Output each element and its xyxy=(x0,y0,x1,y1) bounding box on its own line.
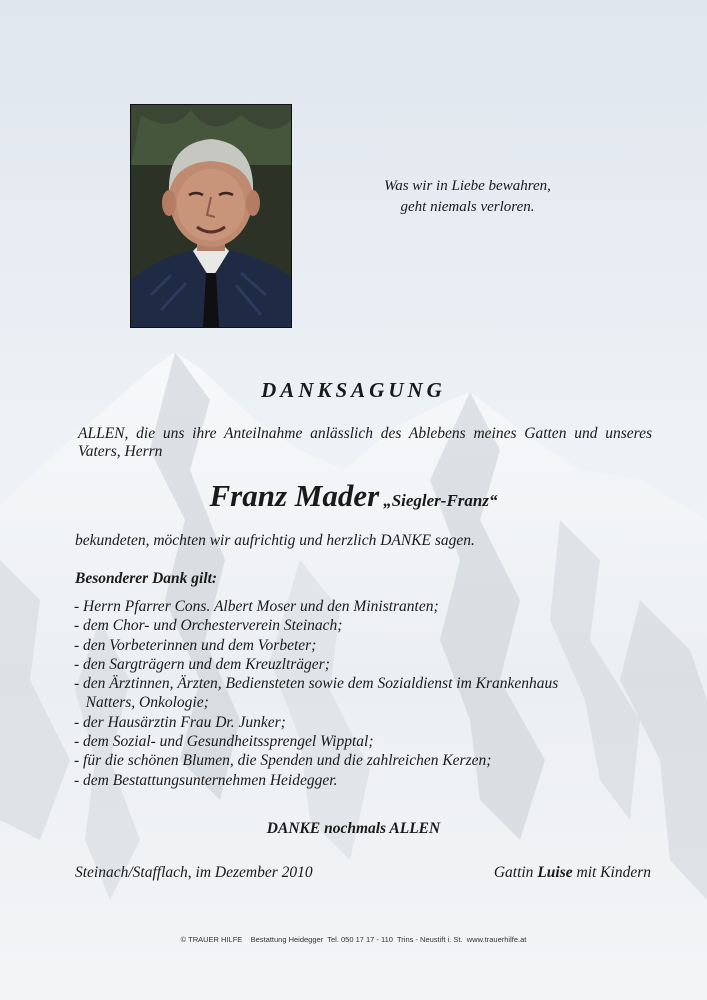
footer-credit: © TRAUER HILFE Bestattung Heidegger Tel. 050 17 17 - 110 Trins - Neustift i. St. www.trauerhilfe.at xyxy=(180,935,527,944)
portrait-photo xyxy=(130,104,292,328)
signature xyxy=(494,864,651,882)
special-thanks-list xyxy=(74,597,674,790)
list-item: - dem Bestattungsunternehmen Heidegger. xyxy=(74,771,338,789)
closing-text: DANKE nochmals ALLEN xyxy=(266,820,441,837)
list-item: - den Ärztinnen, Ärzten, Bediensteten sowie dem Sozialdienst im Krankenhaus xyxy=(74,675,559,693)
special-thanks-title: Besonderer Dank gilt: xyxy=(75,570,218,587)
motto-line-2: geht niemals verloren. xyxy=(400,199,535,215)
deceased-name: Franz Mader xyxy=(209,478,380,513)
deceased-name-line xyxy=(0,478,707,514)
list-item: Natters, Onkologie; xyxy=(74,694,209,712)
place-date: Steinach/Stafflach, im Dezember 2010 xyxy=(75,864,313,881)
list-item: - Herrn Pfarrer Cons. Albert Moser und den Ministranten; xyxy=(74,598,439,615)
motto-quote xyxy=(340,176,595,218)
page-title: DANKSAGUNG xyxy=(261,378,446,402)
list-item: - dem Chor- und Orchesterverein Steinach; xyxy=(74,617,343,635)
motto-line-1: Was wir in Liebe bewahren, xyxy=(384,178,551,194)
deceased-nickname: „Siegler-Franz“ xyxy=(383,491,498,510)
list-item: - dem Sozial- und Gesundheitssprengel Wipptal; xyxy=(74,733,374,751)
list-item: - den Sargträgern und dem Kreuzlträger; xyxy=(74,655,330,673)
intro-text: ALLEN, die uns ihre Anteilnahme anlässlich des Ablebens meines Gatten und unseres Vaters, Herrn xyxy=(78,425,652,460)
thanks-text: bekundeten, möchten wir aufrichtig und herzlich DANKE sagen. xyxy=(75,532,475,549)
list-item: - den Vorbeterinnen und dem Vorbeter; xyxy=(74,636,317,654)
signature-suffix: mit Kindern xyxy=(572,864,651,881)
signature-name: Luise xyxy=(537,864,573,881)
list-item: - für die schönen Blumen, die Spenden und die zahlreichen Kerzen; xyxy=(74,752,492,770)
list-item: - der Hausärztin Frau Dr. Junker; xyxy=(74,713,286,731)
signature-prefix: Gattin xyxy=(493,864,538,881)
